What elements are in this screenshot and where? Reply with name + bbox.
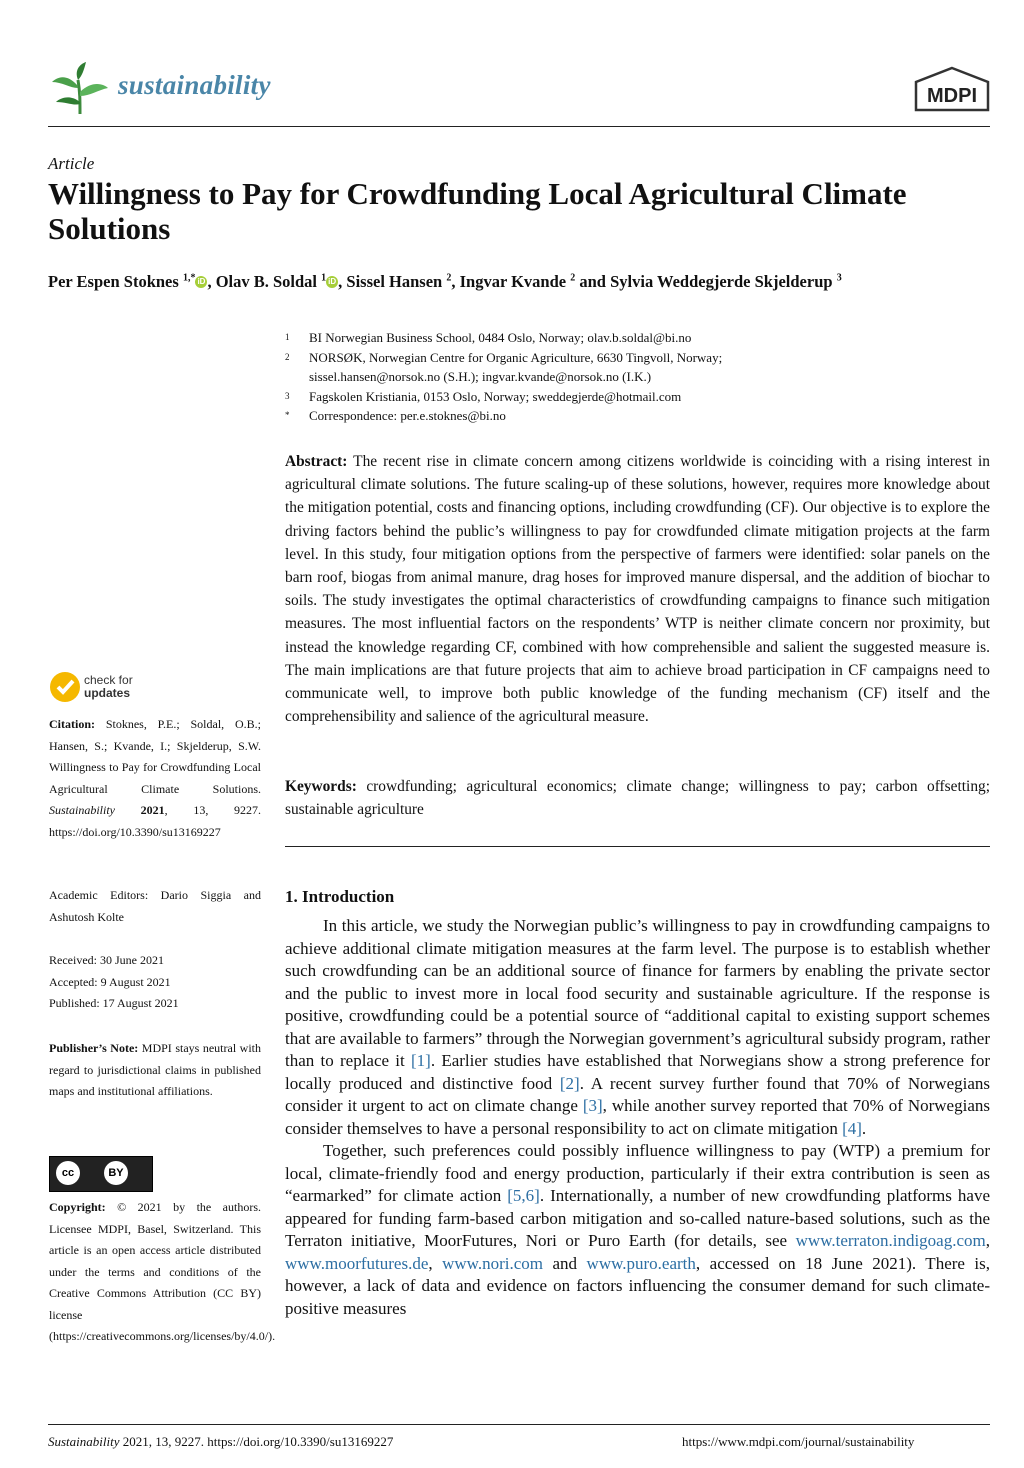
check-for-updates-button[interactable]: check for updates (50, 672, 170, 706)
keywords-label: Keywords: (285, 778, 357, 795)
dates-block (49, 950, 261, 1015)
citation-link[interactable]: [2] (559, 1073, 580, 1093)
url-link[interactable]: www.moorfutures.de (285, 1253, 429, 1273)
header-rule (48, 126, 990, 127)
affiliation-row: 3 Fagskolen Kristiania, 0153 Oslo, Norway; sweddegjerde@hotmail.com (285, 388, 682, 404)
accepted-date: Accepted: 9 August 2021 (49, 974, 171, 989)
abstract-label: Abstract: (285, 453, 348, 470)
affiliation-row: * Correspondence: per.e.stoknes@bi.no (285, 408, 506, 423)
citation-link[interactable]: [4] (842, 1118, 862, 1138)
affiliation-row: 1 BI Norwegian Business School, 0484 Oslo, Norway; olav.b.soldal@bi.no (285, 330, 692, 345)
affiliation-row: 2 NORSØK, Norwegian Centre for Organic Agriculture, 6630 Tingvoll, Norway; (285, 349, 723, 365)
article-type: Article (48, 154, 95, 173)
footer-rule (48, 1424, 990, 1425)
paragraph: Together, such preferences could possibly influence willingness to pay (WTP) a premium for local, climate-friendly food and energy production, particularly if their extra contribution is seen as “earmarked” for climate action [5,6]. Internationally, a number of new crowdfunding platforms have appeared for funding farm-based carbon mitigation and so-called nature-based solutions, such as the Terraton initiative, MoorFutures, Nori or Puro Earth (for details, see www.terraton.indigoag.com, www.moorfutures.de, www.nori.com and www.puro.earth, accessed on 18 June 2021). There is, however, a lack of data and evidence on factors influencing the consumer demand for such climate-positive measures (285, 1141, 991, 1318)
author-sup: 2 (570, 272, 576, 284)
keywords (285, 775, 990, 821)
orcid-icon[interactable]: iD (328, 277, 337, 286)
paragraph: In this article, we study the Norwegian public’s willingness to pay in crowdfunding campaigns to achieve additional climate mitigation measures at the farm level. The purpose is to establish whether such crowdfunding can be an additional source of finance for farmers by enabling the private sector and the public to invest more in local food security and sustainable agriculture. If the response is positive, crowdfunding could be a potential source of “additional capital to existing support schemes that are available to farmers” through the Norwegian government’s agricultural subsidy program, rather than to replace it [1]. Earlier studies have established that Norwegians show a strong preference for locally produced and distinctive food [2]. A recent survey further found that 70% of Norwegians consider it urgent to act on climate change [3], while another survey reported that 70% of Norwegians consider themselves to have a personal responsibility to act on climate mitigation [4]. (285, 916, 990, 1138)
section-rule (285, 846, 990, 847)
author-sup: 3 (836, 272, 842, 284)
cc-by-license-icon[interactable] (49, 1156, 153, 1192)
footer-url[interactable]: https://www.mdpi.com/journal/sustainability (682, 1434, 915, 1449)
copyright-block: Copyright: © 2021 by the authors. Licensee MDPI, Basel, Switzerland. This article is an open access article distributed under the terms and conditions of the Creative Commons Attribution (CC BY) license (https://creativecommons.org/licenses/by/4.0/). (49, 1200, 276, 1343)
journal-name: sustainability (118, 70, 271, 100)
url-link[interactable]: www.terraton.indigoag.com (795, 1231, 986, 1250)
author-name: Per Espen Stoknes (48, 272, 179, 291)
affiliations (285, 328, 985, 426)
by-icon: BY (104, 1161, 128, 1185)
keywords-text: crowdfunding; agricultural economics; climate change; willingness to pay; carbon offsetting; sustainable agriculture (285, 778, 990, 818)
academic-editors: Academic Editors: Dario Siggia and Ashutosh Kolte (49, 888, 261, 924)
author-sup: 1,* (182, 272, 196, 284)
cc-icon: cc (56, 1161, 80, 1185)
section-heading: 1. Introduction (285, 887, 395, 906)
affiliation-row: sissel.hansen@norsok.no (S.H.); ingvar.kvande@norsok.no (I.K.) (309, 369, 652, 384)
author-list: Per Espen Stoknes $^{1,*}$ iD , Olav B. Soldal $^1$ iD , Sissel Hansen $^2$, Ingvar Kvande $^2$ and Sylvia Weddegjerde Skjelderup $^3$ (48, 272, 842, 291)
introduction-body (285, 915, 990, 1320)
journal-logo-icon (50, 62, 110, 116)
abstract-text: The recent rise in climate concern among citizens worldwide is coinciding with a rising interest in agricultural climate solutions. The future scaling-up of these solutions, however, requires more knowledge about the mitigation potential, costs and financing options, including crowdfunding (CF). Our objective is to explore the driving factors behind the public’s willingness to pay for crowdfunded climate mitigation projects at the farm level. In this study, four mitigation options from the perspective of farmers were identified: solar panels on the barn roof, biogas from animal manure, drag hoses for improved manure dispersal, and the addition of biochar to soils. The study investigates the optimal characteristics of crowdfunding campaigns to finance such mitigation measures. The most influential factors on the respondents’ WTP is neither climate concern nor proximity, but instead the knowledge regarding CF, combined with how comprehensible and salient the suggested measure is. The main implications are that future projects that aim to achieve broad participation in CF campaigns need to communicate well, to improve both public knowledge of the funding mechanism (CF) itself and the comprehensibility and salience of the agricultural measure. (285, 453, 990, 726)
checkmark-icon (50, 672, 80, 702)
footer-citation: Sustainability 2021, 13, 9227. https://doi.org/10.3390/su13169227 (48, 1434, 394, 1449)
citation-block: Citation: Stoknes, P.E.; Soldal, O.B.; Hansen, S.; Kvande, I.; Skjelderup, S.W. Willingness to Pay for Crowdfunding Local Agricultural Climate Solutions. Sustainability 2021, 13, 9227. https://doi.org/10.3390/su13169227 (49, 717, 262, 839)
abstract (285, 450, 990, 728)
published-date: Published: 17 August 2021 (49, 996, 179, 1010)
publisher-name: MDPI (927, 85, 977, 107)
author-sup: 2 (446, 272, 452, 284)
author-sup: 1 (321, 272, 327, 284)
citation-link[interactable]: [3] (582, 1096, 603, 1115)
article-title: Willingness to Pay for Crowdfunding Local Agricultural Climate Solutions (48, 176, 907, 246)
citation-link[interactable]: [1] (411, 1051, 431, 1070)
author-name: Sylvia Weddegjerde Skjelderup (610, 272, 833, 291)
author-name: Ingvar Kvande (459, 272, 567, 291)
mdpi-logo-icon (912, 66, 992, 114)
url-link[interactable]: www.nori.com (442, 1253, 544, 1273)
author-name: Sissel Hansen (346, 272, 443, 291)
url-link[interactable]: www.puro.earth (586, 1253, 696, 1273)
orcid-icon[interactable]: iD (197, 277, 206, 286)
received-date: Received: 30 June 2021 (49, 953, 164, 967)
publisher-note: Publisher’s Note: MDPI stays neutral with regard to jurisdictional claims in published maps and institutional affiliations. (49, 1041, 261, 1098)
citation-link[interactable]: [5,6] (507, 1186, 540, 1205)
author-name: Olav B. Soldal (215, 272, 318, 291)
